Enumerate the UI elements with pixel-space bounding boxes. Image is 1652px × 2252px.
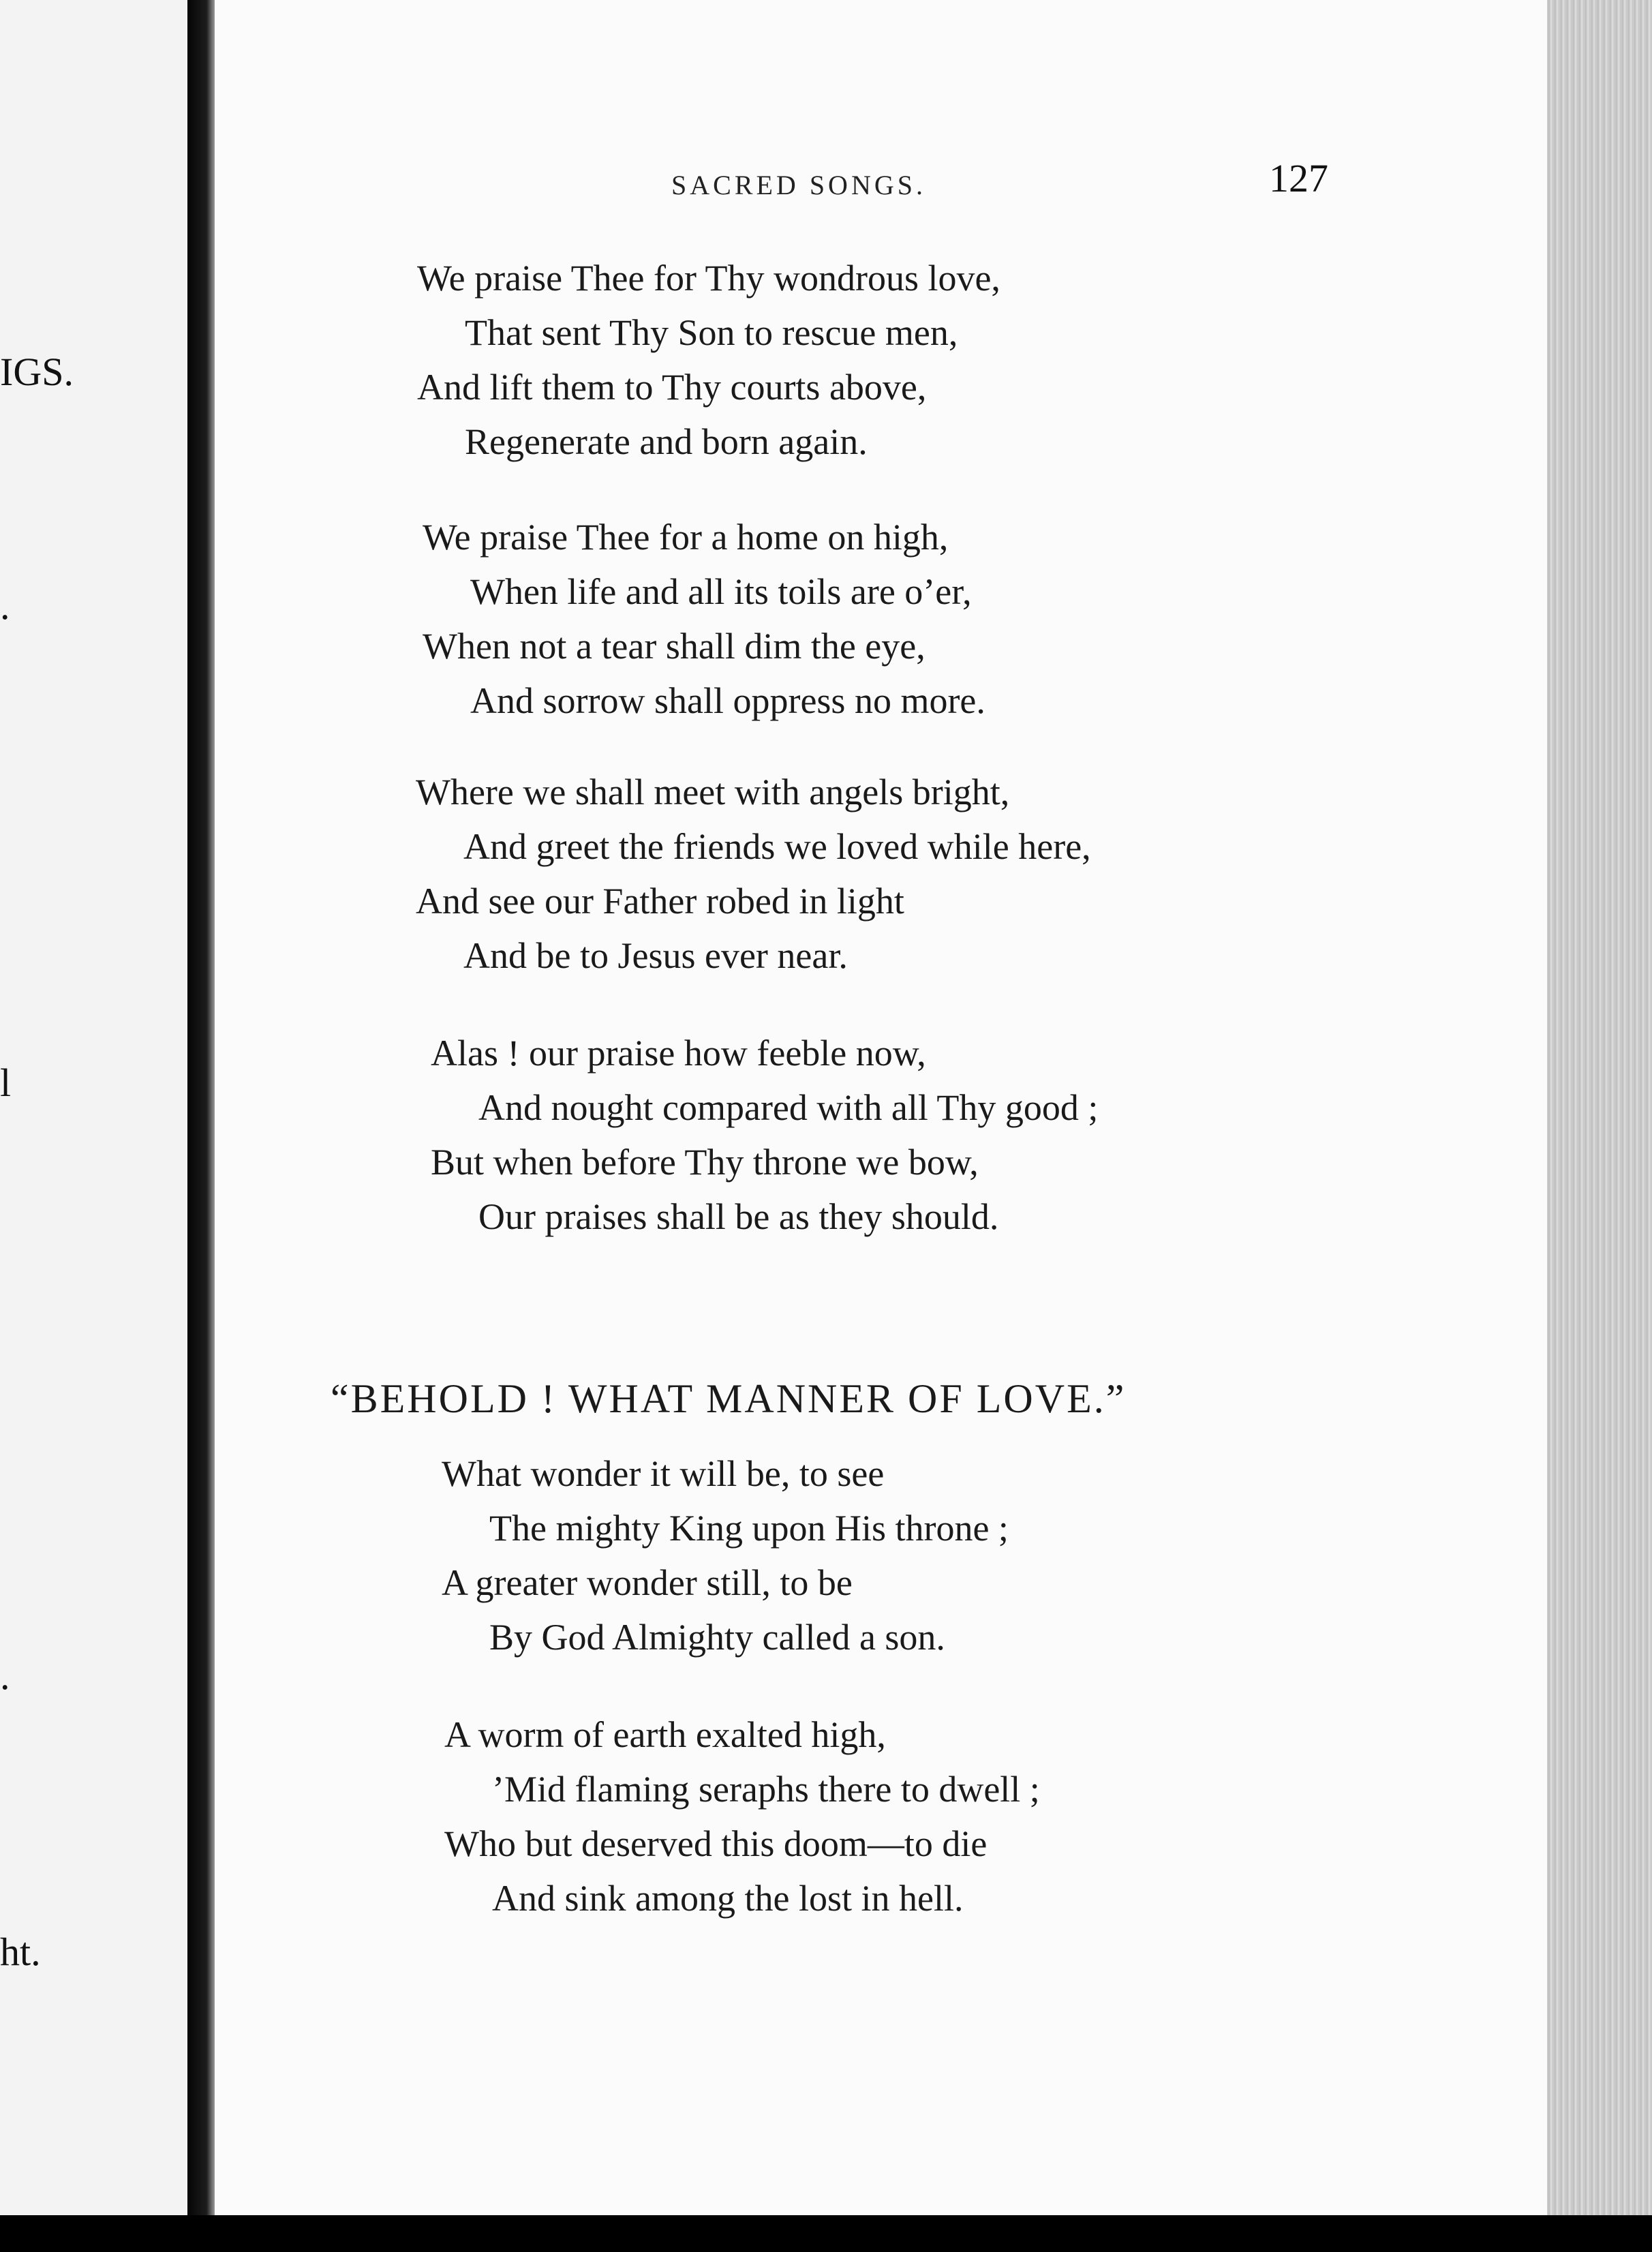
verse-line: By God Almighty called a son. bbox=[489, 1617, 945, 1658]
verse-line: What wonder it will be, to see bbox=[442, 1453, 885, 1494]
verse-line: And nought compared with all Thy good ; bbox=[478, 1087, 1099, 1128]
verse-line: But when before Thy throne we bow, bbox=[431, 1142, 979, 1183]
stanza bbox=[444, 1707, 1040, 1926]
verse-line: A greater wonder still, to be bbox=[442, 1562, 853, 1603]
stanza bbox=[431, 1026, 1098, 1244]
verse-line: We praise Thee for a home on high, bbox=[423, 517, 949, 558]
verse-line: Who but deserved this doom—to die bbox=[444, 1823, 988, 1864]
poem-title: “BEHOLD ! WHAT MANNER OF LOVE.” bbox=[331, 1376, 1127, 1421]
running-title: SACRED SONGS. bbox=[671, 170, 926, 200]
verse-line: A worm of earth exalted high, bbox=[444, 1714, 886, 1755]
verse-line: Regenerate and born again. bbox=[465, 421, 868, 462]
verse-line: When life and all its toils are o’er, bbox=[470, 571, 972, 612]
verse-line: Where we shall meet with angels bright, bbox=[416, 772, 1010, 812]
verse-line: And be to Jesus ever near. bbox=[463, 935, 848, 976]
left-page-text-fragment: . bbox=[0, 1654, 10, 1698]
book-gutter bbox=[187, 0, 215, 2252]
verse-line: Alas ! our praise how feeble now, bbox=[431, 1033, 926, 1074]
stanza bbox=[423, 510, 985, 728]
verse-line: ’Mid flaming seraphs there to dwell ; bbox=[492, 1769, 1040, 1810]
verse-line: That sent Thy Son to rescue men, bbox=[465, 312, 958, 353]
stanza bbox=[442, 1446, 1009, 1664]
verse-line: The mighty King upon His throne ; bbox=[489, 1508, 1009, 1549]
left-page-fragment bbox=[0, 0, 187, 2252]
verse-line: And lift them to Thy courts above, bbox=[417, 367, 927, 408]
left-page-text-fragment: ht. bbox=[0, 1930, 41, 1974]
verse-line: Our praises shall be as they should. bbox=[478, 1196, 999, 1237]
stanza bbox=[416, 765, 1091, 983]
scan-border bbox=[0, 2215, 1652, 2252]
page-number: 127 bbox=[1269, 156, 1328, 200]
verse-line: And sorrow shall oppress no more. bbox=[470, 680, 985, 721]
left-page-text-fragment: . bbox=[0, 583, 10, 628]
verse-line: We praise Thee for Thy wondrous love, bbox=[417, 258, 1000, 299]
verse-line: When not a tear shall dim the eye, bbox=[423, 626, 926, 667]
left-page-text-fragment: l bbox=[0, 1061, 12, 1105]
stanza bbox=[417, 251, 1000, 469]
verse-line: And see our Father robed in light bbox=[416, 881, 904, 922]
left-page-text-fragment: ΙGS. bbox=[0, 350, 74, 394]
page-edges bbox=[1547, 0, 1652, 2215]
verse-line: And greet the friends we loved while here, bbox=[463, 826, 1091, 867]
verse-line: And sink among the lost in hell. bbox=[492, 1878, 964, 1919]
